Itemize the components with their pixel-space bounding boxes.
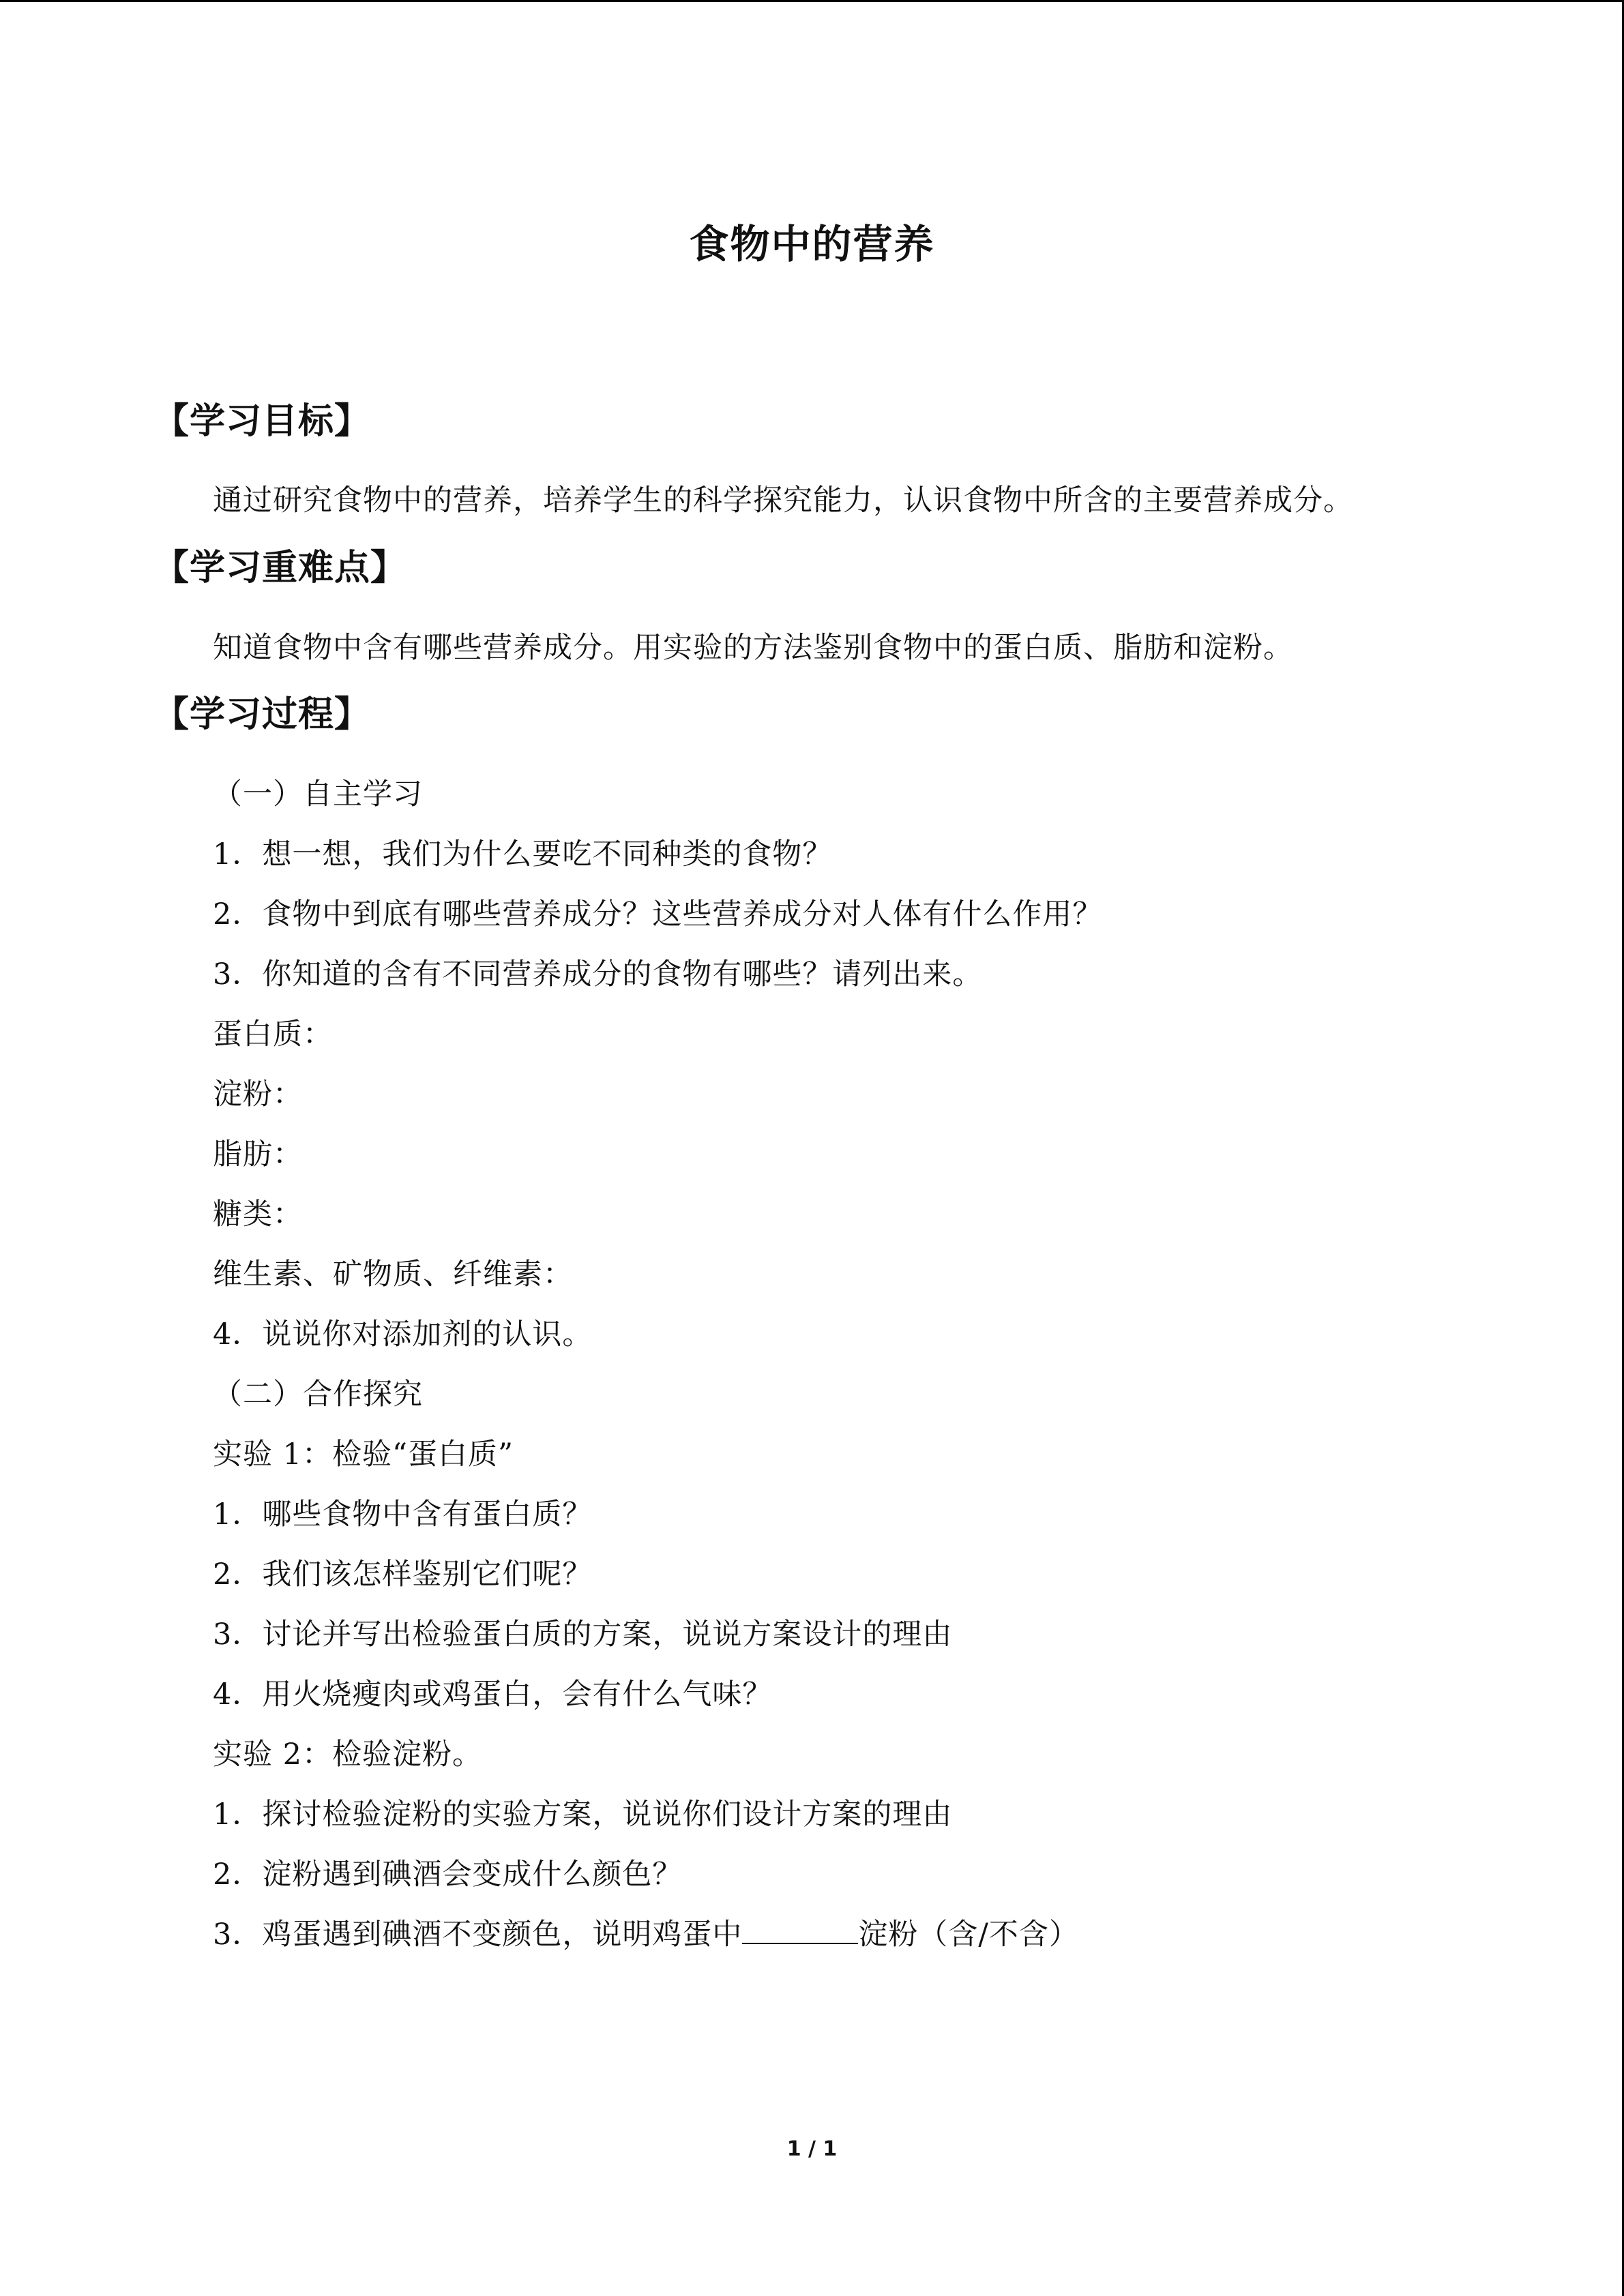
- experiment-2-question-3: [213, 1911, 1079, 1953]
- fat-label: 脂肪：: [213, 1137, 303, 1172]
- cooperative-inquiry-label: （二）合作探究: [213, 1377, 423, 1412]
- question-3: 3．你知道的含有不同营养成分的食物有哪些？请列出来。: [213, 957, 983, 992]
- experiment-1-title: 实验 1：检验“蛋白质”: [213, 1437, 514, 1472]
- sugar-label: 糖类：: [213, 1197, 303, 1232]
- self-study-label: （一）自主学习: [213, 777, 423, 811]
- page-number: 1 / 1: [786, 2137, 838, 2161]
- question-1: 1．想一想，我们为什么要吃不同种类的食物？: [213, 837, 833, 871]
- goal-heading: 【学习目标】: [153, 401, 371, 442]
- experiment-1-question-1: 1．哪些食物中含有蛋白质？: [213, 1497, 593, 1532]
- experiment-1-question-2: 2．我们该怎样鉴别它们呢？: [213, 1557, 593, 1592]
- goal-text: 通过研究食物中的营养，培养学生的科学探究能力，认识食物中所含的主要营养成分。: [213, 483, 1353, 518]
- experiment-2-question-1: 1．探讨检验淀粉的实验方案，说说你们设计方案的理由: [213, 1798, 953, 1832]
- process-heading: 【学习过程】: [153, 694, 371, 735]
- question-3-text-after: 淀粉（含/不含）: [858, 1918, 1079, 1952]
- question-3-text-before: 3．鸡蛋遇到碘酒不变颜色，说明鸡蛋中: [213, 1918, 743, 1952]
- experiment-2-question-2: 2．淀粉遇到碘酒会变成什么颜色？: [213, 1858, 683, 1892]
- protein-label: 蛋白质：: [213, 1017, 333, 1052]
- experiment-1-question-3: 3．讨论并写出检验蛋白质的方案，说说方案设计的理由: [213, 1617, 953, 1652]
- fill-in-blank[interactable]: [742, 1915, 858, 1944]
- experiment-2-title: 实验 2：检验淀粉。: [213, 1738, 483, 1772]
- key-points-text: 知道食物中含有哪些营养成分。用实验的方法鉴别食物中的蛋白质、脂肪和淀粉。: [213, 631, 1293, 665]
- question-2: 2．食物中到底有哪些营养成分？这些营养成分对人体有什么作用？: [213, 897, 1103, 931]
- vitamins-label: 维生素、矿物质、纤维素：: [213, 1257, 573, 1292]
- page-title: 食物中的营养: [689, 221, 935, 267]
- starch-label: 淀粉：: [213, 1077, 303, 1112]
- key-points-heading: 【学习重难点】: [153, 548, 407, 588]
- experiment-1-question-4: 4．用火烧瘦肉或鸡蛋白，会有什么气味？: [213, 1678, 773, 1712]
- question-4: 4．说说你对添加剂的认识。: [213, 1317, 593, 1352]
